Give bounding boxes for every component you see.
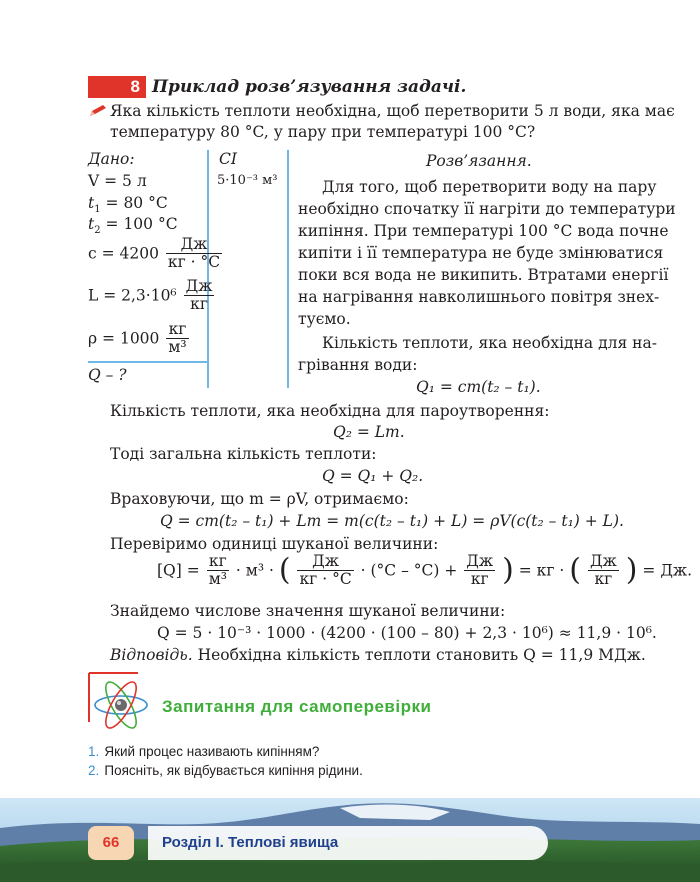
question-2-number: 2. — [88, 763, 100, 778]
question-2-text: Поясніть, як відбувається кипіння рідини. — [104, 763, 363, 778]
text-vaporization: Кількість теплоти, яка необхідна для пароутворення: — [110, 402, 550, 420]
solution-para1-line2: необхідно спочатку її нагріти до температури — [298, 200, 676, 218]
questions-heading: Запитання для самоперевірки — [162, 697, 432, 716]
problem-line-1: Яка кількість теплоти необхідна, щоб перетворити 5 л води, яка має — [110, 102, 675, 120]
atom-icon — [88, 672, 154, 738]
solution-para1-line4: кипіти і її температура не буде змінюватися — [298, 244, 664, 262]
formula-expanded: Q = cm(t₂ – t₁) + Lm = m(c(t₂ – t₁) + L) = ρV(c(t₂ – t₁) + L). — [160, 512, 624, 530]
formula-q1: Q₁ = cm(t₂ – t₁). — [416, 378, 541, 396]
formula-units: [Q] = $\frac{кг}{\text{м³}}$ · м³ · ( $\frac{Дж}{кг \cdot ^\circ C}$ · (°C – °C) + $\frac{Дж}{кг}$ ) = кг · ( $\frac{Дж}{кг}$ ) = Дж. — [157, 552, 693, 588]
solution-para1-line1: Для того, щоб перетворити воду на пару — [322, 178, 657, 196]
answer-text: Необхідна кількість теплоти становить Q = 11,9 МДж. — [192, 646, 646, 664]
given-c: c = 4200 $\frac{Дж}{кг \cdot ^\circ C}$ — [88, 235, 221, 271]
solution-para1-line6: на нагрівання навколишнього повітря знех- — [298, 288, 660, 306]
solution-para2-line1: Кількість теплоти, яка необхідна для на- — [322, 334, 657, 352]
given-l: L = 2,3·10⁶ $\frac{Дж}{кг}$ — [88, 277, 213, 313]
solution-para1-line7: туємо. — [298, 310, 351, 328]
problem-line-2: температуру 80 °C, у пару при температурі 100 °C? — [110, 123, 536, 141]
solution-header: Розв’язання. — [426, 152, 532, 170]
given-rho: ρ = 1000 $\frac{кг}{\text{м³}}$ — [88, 320, 187, 356]
question-1-number: 1. — [88, 744, 100, 759]
section-number: 8 — [130, 77, 140, 96]
si-volume: 5·10⁻³ м³ — [217, 173, 278, 188]
question-2 — [88, 760, 363, 780]
chapter-banner — [148, 826, 548, 860]
formula-numeric: Q = 5 · 10⁻³ · 1000 · (4200 · (100 – 80) + 2,3 · 10⁶) ≈ 11,9 · 10⁶. — [157, 624, 657, 642]
chapter-title: Розділ І. Теплові явища — [162, 834, 339, 851]
question-1 — [88, 741, 319, 761]
answer-label: Відповідь. — [110, 646, 193, 664]
given-header: Дано: — [88, 150, 135, 168]
page-number: 66 — [102, 834, 120, 851]
si-divider-line — [287, 150, 289, 388]
formula-q-total: Q = Q₁ + Q₂. — [322, 467, 424, 485]
given-volume: V = 5 л — [88, 172, 147, 190]
section-number-badge — [88, 76, 146, 98]
solution-para1-line3: кипіння. При температурі 100 °C вода почне — [298, 222, 669, 240]
solution-para2-line2: грівання води: — [298, 356, 418, 374]
text-considering: Враховуючи, що m = ρV, отримаємо: — [110, 490, 409, 508]
given-t1: $t_1 = 80$ °C — [88, 194, 168, 216]
solution-para1-line5: поки вся вода не википить. Втратами енергії — [298, 266, 669, 284]
find-divider-line — [88, 361, 209, 363]
formula-q2: Q₂ = Lm. — [333, 423, 405, 441]
given-t2: $t_2 = 100$ °C — [88, 215, 178, 237]
si-header: СІ — [219, 150, 237, 168]
answer — [110, 645, 646, 665]
page-number-badge — [88, 826, 134, 860]
text-units-check: Перевіримо одиниці шуканої величини: — [110, 535, 439, 553]
text-numeric-value: Знайдемо числове значення шуканої величини: — [110, 602, 506, 620]
given-find: Q – ? — [88, 366, 127, 384]
question-1-text: Який процес називають кипінням? — [104, 744, 320, 759]
text-total-heat: Тоді загальна кількість теплоти: — [110, 445, 377, 463]
section-title: Приклад розв’язування задачі. — [152, 77, 467, 97]
pencil-icon — [88, 104, 108, 118]
